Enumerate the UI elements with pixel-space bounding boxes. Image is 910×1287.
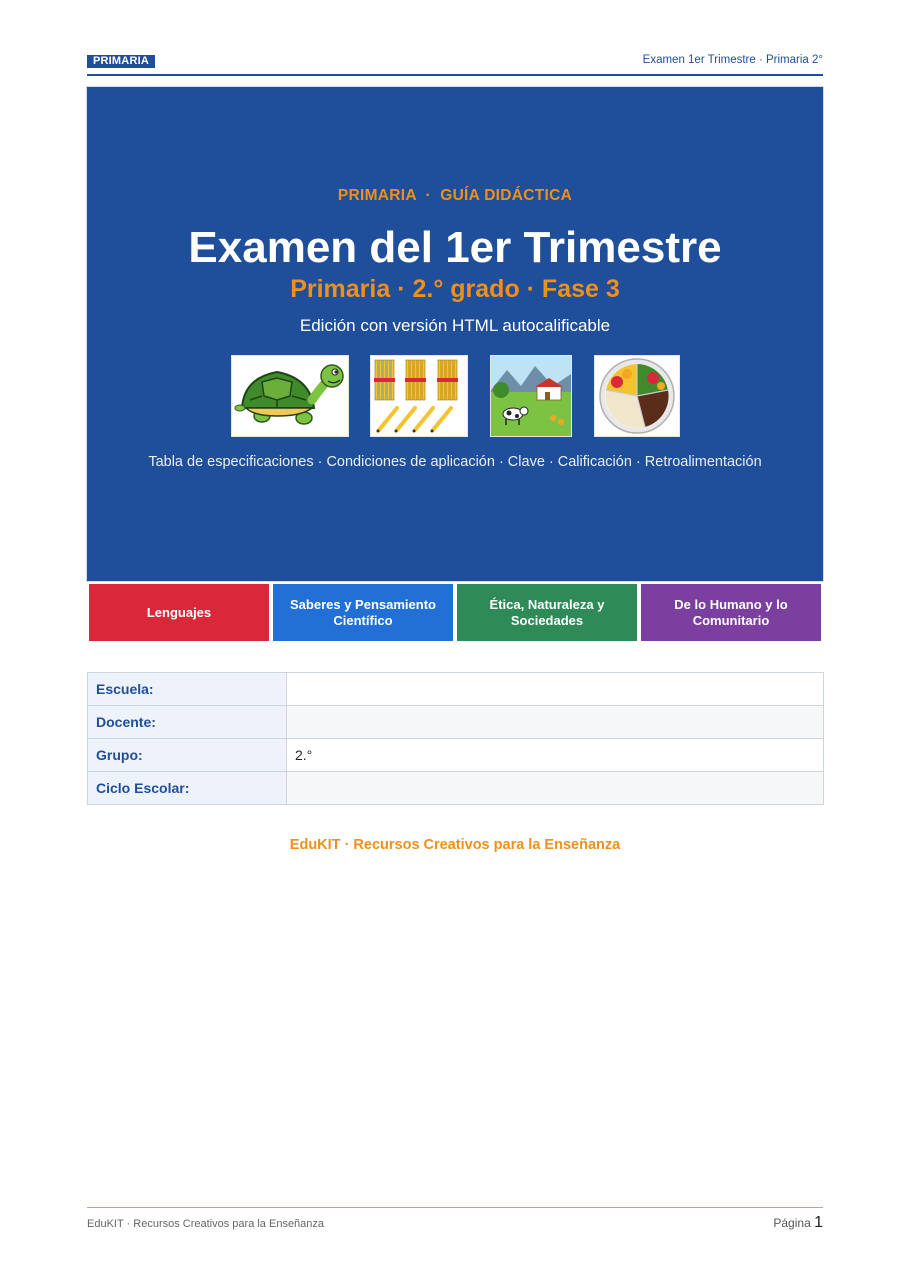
field-lenguajes: Lenguajes: [89, 584, 269, 641]
ciclo-escolar-label: Ciclo Escolar:: [88, 772, 287, 805]
cover-edition: Edición con versión HTML autocalificable: [299, 316, 611, 335]
table-row: [88, 739, 824, 772]
cover-eyebrow: PRIMARIA · GUÍA DIDÁCTICA: [337, 187, 573, 204]
cover-panel: [87, 87, 823, 581]
cover-contents-line: Tabla de especificaciones · Condiciones de aplicación · Clave · Calificación · Retroalimentación: [148, 454, 762, 470]
field-humano: De lo Humano y lo Comunitario: [641, 584, 821, 641]
page-label: Página: [773, 1216, 811, 1230]
escuela-field[interactable]: [287, 673, 824, 706]
level-badge: PRIMARIA: [87, 55, 155, 68]
header-title: Examen 1er Trimestre · Primaria 2°: [642, 54, 823, 66]
table-row: [88, 706, 824, 739]
ciclo-escolar-field[interactable]: [287, 772, 824, 805]
docente-label: Docente:: [88, 706, 287, 739]
grupo-field[interactable]: 2.°: [287, 739, 824, 772]
healthy-plate-illustration: [594, 355, 680, 437]
table-row: [88, 772, 824, 805]
footer-brand: EduKIT · Recursos Creativos para la Enseñanza: [87, 1218, 325, 1230]
escuela-label: Escuela:: [88, 673, 287, 706]
table-row: [88, 673, 824, 706]
page-number: 1: [814, 1214, 823, 1231]
field-etica: Ética, Naturaleza y Sociedades: [457, 584, 637, 641]
cover-title: Examen del 1er Trimestre: [188, 223, 722, 272]
page-number-block: [773, 1214, 823, 1232]
page-footer: [87, 1207, 823, 1238]
pencil-bundles-illustration: [370, 355, 468, 437]
formative-fields-strip: [87, 584, 823, 641]
school-info-table: [87, 672, 824, 805]
cover-subtitle: Primaria · 2.° grado · Fase 3: [290, 275, 620, 303]
farm-landscape-icon: [491, 356, 571, 436]
healthy-plate-icon: [595, 356, 679, 436]
brand-line: EduKIT · Recursos Creativos para la Enseñanza: [289, 837, 621, 853]
page-header: [87, 52, 823, 76]
turtle-icon: [232, 356, 348, 436]
docente-field[interactable]: [287, 706, 824, 739]
turtle-illustration: [231, 355, 349, 437]
pencil-bundles-icon: [371, 356, 467, 436]
grupo-label: Grupo:: [88, 739, 287, 772]
field-saberes: Saberes y Pensamiento Científico: [273, 584, 453, 641]
farm-landscape-illustration: [490, 355, 572, 437]
